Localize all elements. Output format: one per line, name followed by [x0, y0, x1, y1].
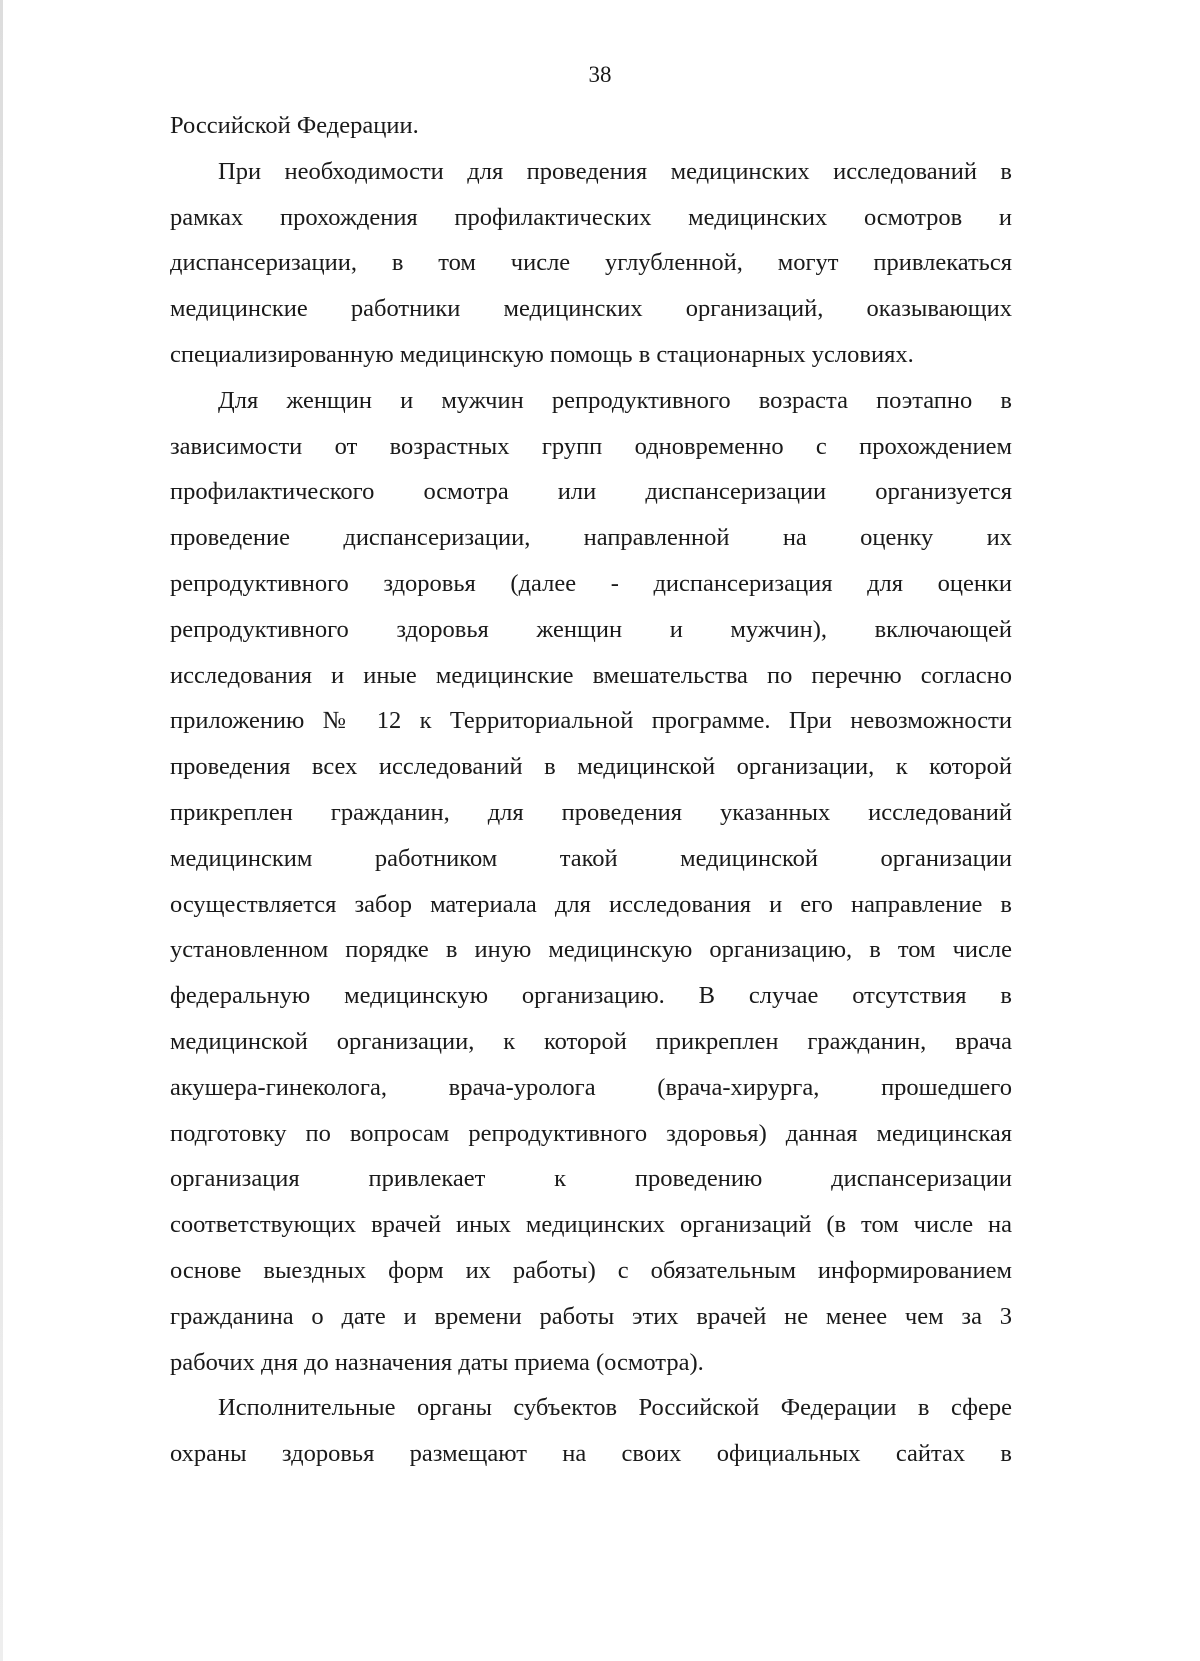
text-line: основе выездных форм их работы) с обязательным информированием	[170, 1256, 1012, 1284]
text-line: акушера-гинеколога, врача-уролога (врача-хирурга, прошедшего	[170, 1073, 1012, 1101]
text-line: проведения всех исследований в медицинской организации, к которой	[170, 753, 1012, 781]
text-line: рамках прохождения профилактических медицинских осмотров и	[170, 203, 1012, 231]
text-line: организация привлекает к проведению диспансеризации	[170, 1165, 1012, 1193]
text-line: Исполнительные органы субъектов Российской Федерации в сфере	[218, 1394, 1012, 1422]
text-line: установленном порядке в иную медицинскую организацию, в том числе	[170, 936, 1012, 964]
paragraph	[170, 149, 1012, 378]
text-line: подготовку по вопросам репродуктивного здоровья) данная медицинская	[170, 1119, 1012, 1147]
document-body	[170, 103, 1012, 1477]
text-line: репродуктивного здоровья женщин и мужчин), включающей	[170, 615, 1012, 643]
text-line: медицинские работники медицинских организаций, оказывающих	[170, 295, 1012, 323]
paragraph	[170, 103, 1012, 149]
text-line: соответствующих врачей иных медицинских организаций (в том числе на	[170, 1211, 1012, 1239]
text-line: Для женщин и мужчин репродуктивного возраста поэтапно в	[218, 386, 1012, 414]
text-line: прикреплен гражданин, для проведения указанных исследований	[170, 798, 1012, 826]
text-line: специализированную медицинскую помощь в стационарных условиях.	[170, 340, 914, 368]
text-line: рабочих дня до назначения даты приема (осмотра).	[170, 1348, 704, 1376]
text-line: гражданина о дате и времени работы этих врачей не менее чем за 3	[170, 1302, 1012, 1330]
text-line: При необходимости для проведения медицинских исследований в	[218, 157, 1012, 185]
text-line: профилактического осмотра или диспансеризации организуется	[170, 478, 1012, 506]
text-line: зависимости от возрастных групп одновременно с прохождением	[170, 432, 1012, 460]
text-line: репродуктивного здоровья (далее - диспансеризация для оценки	[170, 569, 1012, 597]
scan-edge	[0, 0, 3, 1661]
text-line: федеральную медицинскую организацию. В случае отсутствия в	[170, 982, 1012, 1010]
text-line: исследования и иные медицинские вмешательства по перечню согласно	[170, 661, 1012, 689]
page-number: 38	[588, 62, 612, 87]
text-line: осуществляется забор материала для исследования и его направление в	[170, 890, 1012, 918]
text-line: Российской Федерации.	[170, 112, 419, 139]
paragraph	[170, 1385, 1012, 1477]
text-line: охраны здоровья размещают на своих официальных сайтах в	[170, 1440, 1012, 1468]
paragraph	[170, 378, 1012, 1386]
text-line: проведение диспансеризации, направленной на оценку их	[170, 524, 1012, 552]
text-line: медицинским работником такой медицинской организации	[170, 844, 1012, 872]
text-line: медицинской организации, к которой прикреплен гражданин, врача	[170, 1027, 1012, 1055]
text-line: диспансеризации, в том числе углубленной, могут привлекаться	[170, 249, 1012, 277]
text-line: приложению № 12 к Территориальной программе. При невозможности	[170, 707, 1012, 735]
